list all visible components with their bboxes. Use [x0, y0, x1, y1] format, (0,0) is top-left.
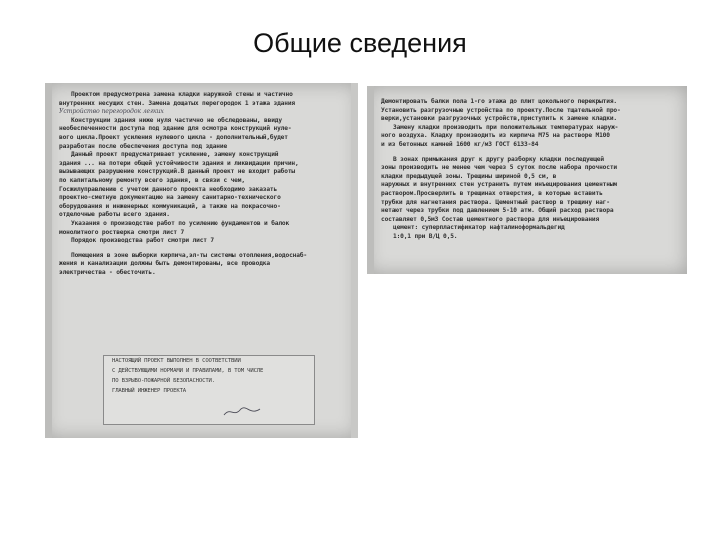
stamp-line: НАСТОЯЩИЙ ПРОЕКТ ВЫПОЛНЕН В СООТВЕТСТВИИ	[112, 358, 241, 364]
doc-line: и из бетонных камней 1600 кг/м3 ГОСТ 6133-84	[381, 140, 539, 148]
doc-line: ного воздуха. Кладку производить из кирпича М75 на растворе М100	[381, 132, 610, 140]
doc-line: электричества - обесточить.	[59, 268, 156, 276]
doc-line: необеспеченности доступа под здание для осмотра конструкций нуле-	[59, 125, 292, 133]
scanned-document-left	[45, 83, 358, 438]
doc-line: монолитного ростверка смотри лист 7	[59, 228, 185, 236]
doc-line: нетают через трубки под давлением 5-10 атм. Общий расход раствора	[381, 207, 614, 215]
doc-line: оборудования и инженерных коммуникаций, а также на покрасочно-	[59, 202, 281, 210]
doc-line: внутренних несущих стен. Замена дощатых перегородок 1 этажа здания	[59, 99, 295, 107]
doc-line: Конструкции здания ниже нуля частично не обследованы, ввиду	[71, 116, 282, 124]
doc-line: Порядок производства работ смотри лист 7	[71, 237, 215, 245]
doc-line: Госжилуправлению с учетом данного проекта необходимо заказать	[59, 185, 278, 193]
doc-line: 1:0,1 при В/Ц 0,5.	[393, 232, 458, 240]
doc-line: цемент: суперпластификатор нафталиноформальдегид	[393, 224, 565, 232]
doc-line: зоны производить не менее чем через 5 суток после набора прочности	[381, 164, 617, 172]
approval-stamp	[103, 355, 315, 425]
stamp-line: ПО ВЗРЫВО-ПОЖАРНОЙ БЕЗОПАСНОСТИ.	[112, 378, 215, 384]
doc-line: проектно-сметную документацию на замену санитарно-технического	[59, 194, 281, 202]
doc-line: Данный проект предусматривает усиление, замену конструкций	[71, 151, 279, 159]
doc-line: вызывающих разрушение конструкций.В данный проект не входит работы	[59, 168, 295, 176]
stamp-line: С ДЕЙСТВУЮЩИМИ НОРМАМИ И ПРАВИЛАМИ, В ТОМ ЧИСЛЕ	[112, 368, 264, 374]
doc-line: разработан после обеспечения доступа под здание	[59, 142, 228, 150]
doc-line: вого цикла.Проект усиления нулевого цикла - дополнительный,будет	[59, 133, 288, 141]
doc-line: Указания о производстве работ по усилению фундаментов и балок	[71, 219, 290, 227]
document-text-left	[45, 91, 358, 277]
doc-line: Замену кладки производить при положительных температурах наруж-	[393, 123, 619, 131]
signature-mark	[222, 406, 262, 418]
doc-line: отделочные работы всего здания.	[59, 211, 170, 219]
doc-line: жения и канализации должны быть демонтированы, все проводка	[59, 260, 270, 268]
doc-line: по капитальному ремонту всего здания, в связи с чем,	[59, 176, 245, 184]
doc-line: наружных и внутренних стен устранить путем инъецирования цементным	[381, 181, 617, 189]
stamp-line: ГЛАВНЫЙ ИНЖЕНЕР ПРОЕКТА	[112, 388, 187, 394]
document-text-right	[367, 98, 687, 242]
doc-line: верки,установки разгрузочных устройств,приступить к замене кладки.	[381, 115, 617, 123]
slide-title: Общие сведения	[253, 28, 467, 58]
doc-line: Помещения в зоне выборки кирпича,эл-ты системы отопления,водоснаб-	[71, 251, 307, 259]
doc-line: Проектом предусмотрена замена кладки наружной стены и частично	[71, 91, 293, 98]
doc-line: Установить разгрузочные устройства по проекту.После тщательной про-	[381, 106, 621, 114]
doc-line: Демонтировать балки пола 1-го этажа до плит цокольного перекрытия.	[381, 98, 617, 105]
scanned-document-right	[367, 86, 687, 274]
doc-line: В зонах примыкания друг к другу разборку кладки последующей	[393, 155, 604, 163]
doc-line: кладки предыдущей зоны. Трещины шириной 0,5 см, в	[381, 172, 557, 180]
doc-line-handwritten: Устройство перегородок легких	[59, 108, 164, 116]
doc-line: раствором.Просверлить в трещинах отверстия, в которые вставить	[381, 189, 603, 197]
doc-line: здания ... на потери общей устойчивости здания и ликвидации причин,	[59, 159, 299, 167]
doc-line: трубки для нагнетания раствора. Цементный раствор в трещину наг-	[381, 198, 610, 206]
doc-line: составляет 0,5м3 Состав цементного раствора для инъецирования	[381, 215, 600, 223]
